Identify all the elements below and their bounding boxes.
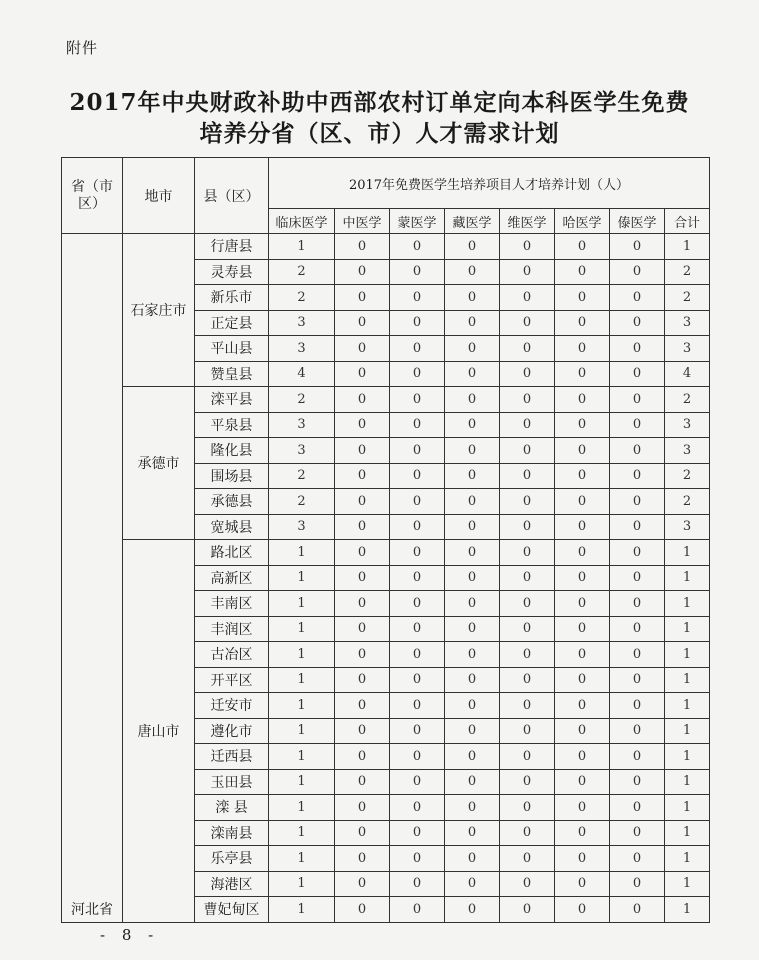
value-cell: 0 [335, 871, 390, 897]
county-cell: 曹妃甸区 [195, 897, 269, 923]
value-cell: 0 [390, 259, 445, 285]
county-cell: 迁安市 [195, 693, 269, 719]
value-cell: 3 [269, 514, 335, 540]
value-cell: 0 [390, 234, 445, 260]
value-cell: 1 [665, 820, 710, 846]
value-cell: 0 [610, 565, 665, 591]
value-cell: 0 [610, 489, 665, 515]
value-cell: 0 [500, 438, 555, 464]
value-cell: 1 [665, 897, 710, 923]
county-cell: 隆化县 [195, 438, 269, 464]
value-cell: 0 [500, 642, 555, 668]
value-cell: 1 [269, 795, 335, 821]
value-cell: 0 [390, 795, 445, 821]
value-cell: 0 [390, 565, 445, 591]
province-cell [62, 234, 123, 923]
county-cell: 赞皇县 [195, 361, 269, 387]
value-cell: 0 [335, 463, 390, 489]
value-cell: 2 [269, 489, 335, 515]
page-number: - 8 - [100, 926, 160, 944]
value-cell: 0 [555, 540, 610, 566]
value-cell: 0 [335, 361, 390, 387]
value-cell: 0 [445, 693, 500, 719]
value-cell: 0 [390, 514, 445, 540]
value-cell: 0 [445, 846, 500, 872]
value-cell: 0 [390, 285, 445, 311]
value-cell: 1 [665, 846, 710, 872]
county-cell: 丰南区 [195, 591, 269, 617]
value-cell: 0 [610, 897, 665, 923]
value-cell: 1 [665, 616, 710, 642]
value-cell: 0 [335, 744, 390, 770]
value-cell: 0 [335, 540, 390, 566]
county-cell: 平山县 [195, 336, 269, 362]
value-cell: 0 [555, 871, 610, 897]
value-cell: 0 [335, 412, 390, 438]
value-cell: 0 [335, 769, 390, 795]
county-cell: 玉田县 [195, 769, 269, 795]
county-cell: 滦 县 [195, 795, 269, 821]
value-cell: 0 [335, 336, 390, 362]
value-cell: 0 [445, 234, 500, 260]
value-cell: 0 [335, 616, 390, 642]
value-cell: 0 [500, 744, 555, 770]
value-cell: 0 [500, 565, 555, 591]
value-cell: 0 [500, 285, 555, 311]
column-header: 中医学 [335, 209, 390, 234]
city-cell: 石家庄市 [123, 234, 195, 387]
value-cell: 0 [555, 285, 610, 311]
value-cell: 0 [610, 514, 665, 540]
value-cell: 0 [500, 361, 555, 387]
plan-table [61, 157, 710, 923]
value-cell: 0 [445, 744, 500, 770]
header-city: 地市 [123, 158, 195, 234]
value-cell: 0 [335, 310, 390, 336]
value-cell: 0 [445, 591, 500, 617]
value-cell: 0 [500, 591, 555, 617]
value-cell: 0 [610, 540, 665, 566]
attachment-label: 附件 [66, 39, 99, 57]
value-cell: 0 [390, 387, 445, 413]
value-cell: 0 [445, 871, 500, 897]
county-cell: 平泉县 [195, 412, 269, 438]
value-cell: 0 [445, 438, 500, 464]
value-cell: 0 [610, 387, 665, 413]
value-cell: 1 [269, 565, 335, 591]
table-row [62, 387, 710, 413]
province-label: 河北省 [71, 901, 113, 918]
value-cell: 0 [390, 591, 445, 617]
county-cell: 滦南县 [195, 820, 269, 846]
value-cell: 0 [445, 514, 500, 540]
value-cell: 0 [390, 693, 445, 719]
column-header: 哈医学 [555, 209, 610, 234]
value-cell: 0 [555, 489, 610, 515]
value-cell: 0 [500, 846, 555, 872]
value-cell: 1 [269, 693, 335, 719]
value-cell: 0 [555, 744, 610, 770]
value-cell: 0 [390, 616, 445, 642]
value-cell: 0 [610, 744, 665, 770]
county-cell: 正定县 [195, 310, 269, 336]
value-cell: 3 [269, 310, 335, 336]
county-cell: 灵寿县 [195, 259, 269, 285]
county-cell: 围场县 [195, 463, 269, 489]
value-cell: 0 [390, 744, 445, 770]
county-cell: 行唐县 [195, 234, 269, 260]
value-cell: 0 [500, 616, 555, 642]
value-cell: 0 [610, 871, 665, 897]
value-cell: 0 [390, 463, 445, 489]
county-cell: 滦平县 [195, 387, 269, 413]
value-cell: 0 [445, 718, 500, 744]
value-cell: 0 [335, 489, 390, 515]
value-cell: 1 [269, 871, 335, 897]
value-cell: 0 [500, 718, 555, 744]
value-cell: 2 [665, 387, 710, 413]
value-cell: 1 [269, 616, 335, 642]
value-cell: 0 [335, 565, 390, 591]
value-cell: 1 [665, 795, 710, 821]
value-cell: 0 [335, 642, 390, 668]
value-cell: 0 [445, 412, 500, 438]
value-cell: 0 [555, 642, 610, 668]
value-cell: 0 [390, 820, 445, 846]
value-cell: 0 [500, 310, 555, 336]
value-cell: 0 [610, 463, 665, 489]
value-cell: 0 [445, 361, 500, 387]
value-cell: 0 [500, 540, 555, 566]
value-cell: 0 [445, 336, 500, 362]
value-cell: 0 [610, 693, 665, 719]
value-cell: 0 [610, 820, 665, 846]
value-cell: 1 [665, 540, 710, 566]
value-cell: 2 [665, 489, 710, 515]
value-cell: 0 [610, 361, 665, 387]
value-cell: 0 [500, 514, 555, 540]
value-cell: 2 [665, 285, 710, 311]
value-cell: 0 [610, 259, 665, 285]
value-cell: 0 [445, 463, 500, 489]
value-cell: 1 [269, 846, 335, 872]
value-cell: 0 [500, 693, 555, 719]
column-header: 维医学 [500, 209, 555, 234]
county-cell: 新乐市 [195, 285, 269, 311]
header-plan-group: 2017年免费医学生培养项目人才培养计划（人） [269, 158, 710, 209]
value-cell: 0 [500, 234, 555, 260]
value-cell: 0 [610, 718, 665, 744]
header-province: 省（市区） [62, 158, 123, 234]
value-cell: 0 [445, 897, 500, 923]
value-cell: 1 [269, 744, 335, 770]
value-cell: 1 [269, 591, 335, 617]
value-cell: 0 [335, 718, 390, 744]
value-cell: 1 [665, 667, 710, 693]
value-cell: 0 [500, 795, 555, 821]
value-cell: 0 [445, 259, 500, 285]
column-header: 合计 [665, 209, 710, 234]
value-cell: 3 [269, 336, 335, 362]
value-cell: 0 [610, 616, 665, 642]
value-cell: 0 [610, 310, 665, 336]
value-cell: 0 [555, 387, 610, 413]
value-cell: 0 [500, 769, 555, 795]
value-cell: 0 [555, 438, 610, 464]
value-cell: 0 [610, 769, 665, 795]
column-header: 临床医学 [269, 209, 335, 234]
value-cell: 0 [610, 642, 665, 668]
value-cell: 1 [269, 769, 335, 795]
value-cell: 3 [665, 310, 710, 336]
value-cell: 0 [555, 846, 610, 872]
value-cell: 3 [665, 514, 710, 540]
county-cell: 迁西县 [195, 744, 269, 770]
value-cell: 0 [555, 795, 610, 821]
value-cell: 0 [335, 387, 390, 413]
value-cell: 0 [500, 489, 555, 515]
value-cell: 0 [445, 769, 500, 795]
value-cell: 0 [555, 769, 610, 795]
value-cell: 0 [390, 769, 445, 795]
value-cell: 1 [269, 540, 335, 566]
value-cell: 0 [390, 540, 445, 566]
value-cell: 0 [610, 234, 665, 260]
value-cell: 0 [335, 897, 390, 923]
table-body [62, 234, 710, 923]
value-cell: 1 [665, 642, 710, 668]
value-cell: 1 [665, 565, 710, 591]
county-cell: 遵化市 [195, 718, 269, 744]
document-title-line2: 培养分省（区、市）人才需求计划 [199, 120, 560, 147]
value-cell: 2 [665, 259, 710, 285]
value-cell: 0 [500, 336, 555, 362]
value-cell: 0 [335, 693, 390, 719]
county-cell: 丰润区 [195, 616, 269, 642]
value-cell: 0 [610, 591, 665, 617]
value-cell: 0 [390, 897, 445, 923]
value-cell: 2 [665, 463, 710, 489]
value-cell: 0 [445, 387, 500, 413]
value-cell: 0 [445, 616, 500, 642]
value-cell: 2 [269, 285, 335, 311]
value-cell: 0 [500, 259, 555, 285]
value-cell: 0 [500, 820, 555, 846]
county-cell: 乐亭县 [195, 846, 269, 872]
value-cell: 0 [335, 820, 390, 846]
value-cell: 0 [610, 412, 665, 438]
value-cell: 0 [445, 795, 500, 821]
value-cell: 1 [269, 897, 335, 923]
value-cell: 0 [390, 412, 445, 438]
value-cell: 1 [665, 718, 710, 744]
value-cell: 2 [269, 387, 335, 413]
column-header: 蒙医学 [390, 209, 445, 234]
value-cell: 0 [390, 336, 445, 362]
value-cell: 0 [335, 846, 390, 872]
value-cell: 0 [335, 285, 390, 311]
value-cell: 2 [269, 259, 335, 285]
column-header: 藏医学 [445, 209, 500, 234]
value-cell: 0 [335, 795, 390, 821]
value-cell: 0 [610, 336, 665, 362]
table-row [62, 540, 710, 566]
county-cell: 宽城县 [195, 514, 269, 540]
value-cell: 3 [269, 412, 335, 438]
value-cell: 0 [555, 259, 610, 285]
value-cell: 0 [445, 820, 500, 846]
county-cell: 开平区 [195, 667, 269, 693]
value-cell: 1 [665, 693, 710, 719]
value-cell: 1 [665, 234, 710, 260]
value-cell: 0 [555, 591, 610, 617]
value-cell: 0 [335, 259, 390, 285]
value-cell: 0 [610, 795, 665, 821]
value-cell: 0 [610, 438, 665, 464]
value-cell: 0 [390, 871, 445, 897]
county-cell: 海港区 [195, 871, 269, 897]
value-cell: 0 [445, 540, 500, 566]
value-cell: 0 [555, 234, 610, 260]
value-cell: 1 [665, 744, 710, 770]
value-cell: 0 [445, 310, 500, 336]
value-cell: 0 [390, 361, 445, 387]
value-cell: 0 [445, 489, 500, 515]
value-cell: 0 [500, 871, 555, 897]
value-cell: 0 [555, 693, 610, 719]
value-cell: 1 [269, 667, 335, 693]
value-cell: 0 [335, 591, 390, 617]
value-cell: 0 [445, 285, 500, 311]
value-cell: 0 [500, 897, 555, 923]
value-cell: 0 [555, 667, 610, 693]
value-cell: 3 [665, 438, 710, 464]
table-row [62, 234, 710, 260]
city-cell: 承德市 [123, 387, 195, 540]
document-title-line1: 2017年中央财政补助中西部农村订单定向本科医学生免费 [69, 89, 690, 116]
value-cell: 4 [269, 361, 335, 387]
value-cell: 0 [555, 565, 610, 591]
value-cell: 0 [555, 310, 610, 336]
value-cell: 0 [335, 667, 390, 693]
value-cell: 1 [665, 769, 710, 795]
value-cell: 0 [445, 565, 500, 591]
value-cell: 0 [335, 438, 390, 464]
value-cell: 0 [335, 234, 390, 260]
value-cell: 0 [500, 463, 555, 489]
value-cell: 0 [500, 667, 555, 693]
value-cell: 1 [269, 718, 335, 744]
value-cell: 1 [665, 871, 710, 897]
value-cell: 1 [269, 234, 335, 260]
value-cell: 0 [500, 387, 555, 413]
county-cell: 路北区 [195, 540, 269, 566]
county-cell: 高新区 [195, 565, 269, 591]
value-cell: 0 [555, 412, 610, 438]
value-cell: 0 [445, 642, 500, 668]
value-cell: 0 [445, 667, 500, 693]
value-cell: 4 [665, 361, 710, 387]
value-cell: 0 [390, 846, 445, 872]
value-cell: 0 [390, 489, 445, 515]
county-cell: 古冶区 [195, 642, 269, 668]
county-cell: 承德县 [195, 489, 269, 515]
value-cell: 2 [269, 463, 335, 489]
value-cell: 1 [269, 642, 335, 668]
value-cell: 0 [555, 616, 610, 642]
city-cell: 唐山市 [123, 540, 195, 923]
header-county: 县（区） [195, 158, 269, 234]
value-cell: 0 [555, 820, 610, 846]
value-cell: 0 [555, 514, 610, 540]
value-cell: 0 [555, 336, 610, 362]
value-cell: 0 [555, 897, 610, 923]
value-cell: 0 [610, 846, 665, 872]
value-cell: 0 [390, 667, 445, 693]
value-cell: 0 [390, 718, 445, 744]
value-cell: 1 [269, 820, 335, 846]
column-header: 傣医学 [610, 209, 665, 234]
value-cell: 0 [555, 718, 610, 744]
value-cell: 0 [390, 310, 445, 336]
value-cell: 3 [665, 412, 710, 438]
value-cell: 3 [269, 438, 335, 464]
value-cell: 0 [610, 285, 665, 311]
value-cell: 0 [390, 438, 445, 464]
value-cell: 0 [335, 514, 390, 540]
value-cell: 0 [500, 412, 555, 438]
value-cell: 1 [665, 591, 710, 617]
value-cell: 0 [555, 361, 610, 387]
value-cell: 3 [665, 336, 710, 362]
value-cell: 0 [390, 642, 445, 668]
value-cell: 0 [610, 667, 665, 693]
value-cell: 0 [555, 463, 610, 489]
